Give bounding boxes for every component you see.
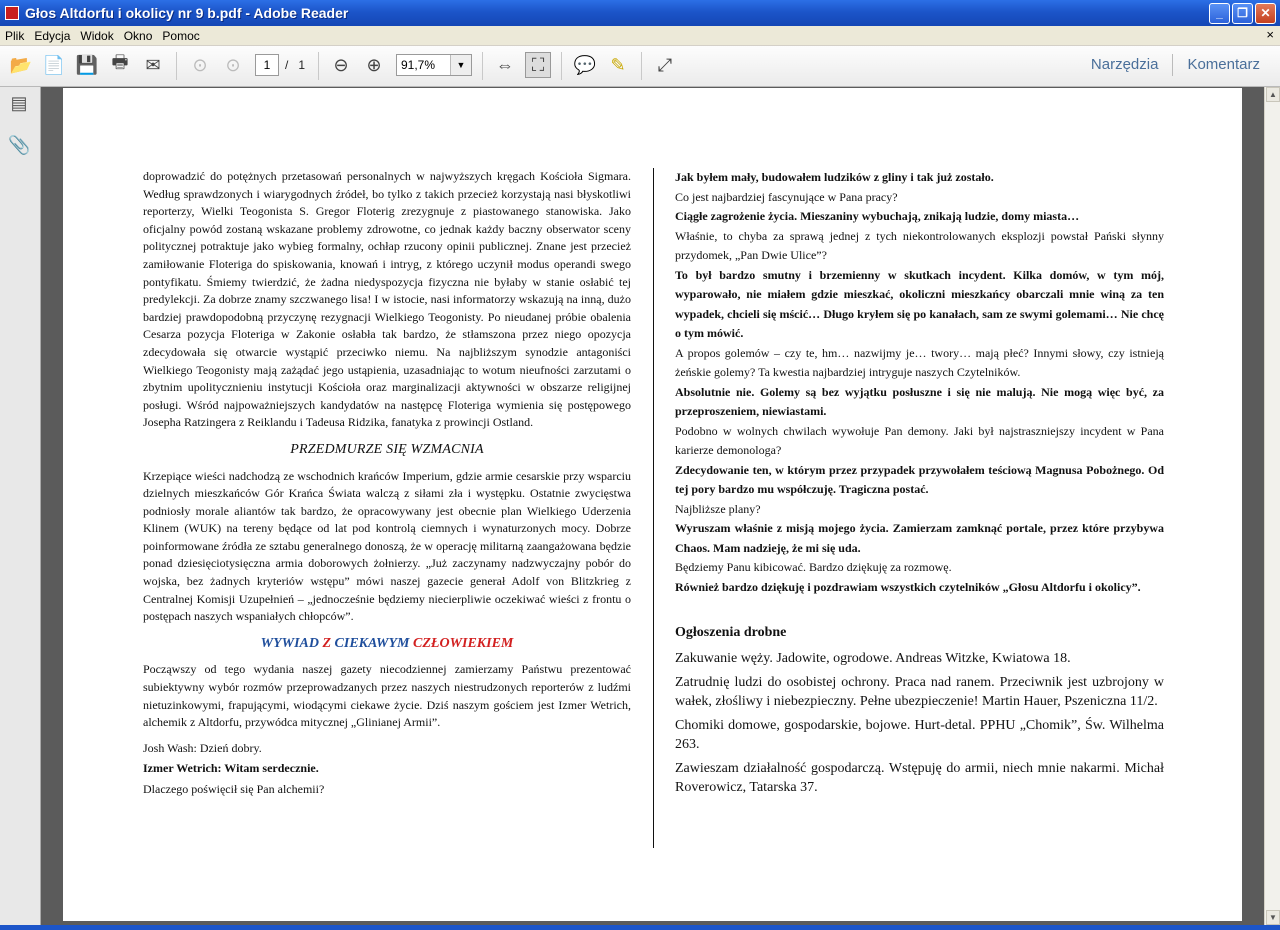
open-icon[interactable]: 📂	[9, 54, 33, 75]
fit-width-icon[interactable]: ⇔	[496, 54, 514, 75]
comment-link[interactable]: Komentarz	[1187, 56, 1260, 73]
vertical-scrollbar[interactable]	[1264, 87, 1280, 925]
menu-view[interactable]: Widok	[80, 28, 114, 43]
page-thumbnails-icon[interactable]: ▤	[10, 93, 28, 113]
classified-ad: Zakuwanie węży. Jadowite, ogrodowe. Andreas Witzke, Kwiatowa 18.	[675, 650, 1071, 666]
article-paragraph: Począwszy od tego wydania naszej gazety niecodziennej zamierzamy Państwu prezentować subiektywny wybór rozmów przeprowadzanych przez naszych niestrudzonych reporterów z ludźmi nietuzinkowymi, frapującymi, wiodącymi ciekawe życie. Dziś naszym gościem jest Izmer Wetrich, alchemik z Altdorfu, przywódca mitycznej „Glinianej Armii”.	[143, 662, 631, 730]
maximize-button[interactable]: ❐	[1232, 3, 1253, 24]
document-close-icon[interactable]: ×	[1266, 27, 1274, 42]
heading-word: WYWIAD	[260, 635, 319, 651]
interview-line: Jak byłem mały, budowałem ludzików z gliny i tak już zostało.	[675, 170, 994, 184]
fit-page-icon[interactable]: ⛶	[525, 52, 551, 78]
interview-line: Co jest najbardziej fascynujące w Pana pracy?	[675, 189, 898, 204]
interview-line: Będziemy Panu kibicować. Bardzo dziękuję za rozmowę.	[675, 560, 952, 574]
email-icon[interactable]: ✉	[145, 54, 161, 75]
classified-ad: Zatrudnię ludzi do osobistej ochrony. Praca nad ranem. Przeciwnik jest uzbrojony w wałek, złośliwy i niebezpieczny. Pełne ubezpieczenie! Martin Hauer, Pszeniczna 11/2.	[675, 675, 1164, 709]
page-total: 1	[298, 58, 306, 72]
interview-line: Również bardzo dziękuję i pozdrawiam wszystkich czytelników „Głosu Altdorfu i okolicy”.	[675, 579, 1141, 594]
menu-edit[interactable]: Edycja	[34, 28, 71, 43]
title-bar	[0, 0, 1280, 26]
print-icon[interactable]: 🖶	[111, 52, 129, 72]
toolbar-separator	[482, 52, 483, 80]
heading-word: CIEKAWYM	[334, 635, 410, 651]
attachments-icon[interactable]: 📎	[8, 135, 31, 155]
interview-line: Wyruszam właśnie z misją mojego życia. Zamierzam zamknąć portale, przez które przybywa Chaos. Mam nadzieję, że mi się uda.	[675, 521, 1164, 555]
create-pdf-icon[interactable]: 📄	[42, 54, 66, 75]
toolbar-separator	[318, 52, 319, 80]
previous-page-icon[interactable]: ⊙	[192, 54, 208, 75]
save-icon[interactable]: 💾	[75, 54, 99, 75]
links-separator	[1172, 54, 1173, 76]
toolbar-separator	[641, 52, 642, 80]
interview-line: Właśnie, to chyba za sprawą jednej z tych niekontrolowanych eksplozji powstał Pański słynny przydomek, „Pan Dwie Ulice”?	[675, 228, 1164, 262]
window-title: Głos Altdorfu i okolicy nr 9 b.pdf - Adobe Reader	[25, 5, 349, 21]
interview-line: Dlaczego poświęcił się Pan alchemii?	[143, 782, 325, 796]
page-count	[285, 58, 305, 72]
pdf-page	[63, 88, 1242, 921]
menu-file[interactable]: Plik	[5, 28, 25, 43]
interview-line: A propos golemów – czy te, hm… nazwijmy je… twory… mają płeć? Innymi słowy, czy istnieją żeńskie golemy? Ta kwestia najbardziej intryguje naszych Czytelników.	[675, 345, 1164, 379]
article-paragraph: Krzepiące wieści nadchodzą ze wschodnich krańców Imperium, gdzie armie cesarskie przy wsparciu dzielnych mieszkańców Gór Krańca Świata walczą z siłami zła i występku. Ostatnie zwycięstwa podniosły morale aliantów tak bardzo, że opracowywany jest obecnie plan Wielkiego Uderzenia Klinem (WUK) na tereny będące od lat pod kontrolą ciemnych i wynaturzonych mocy. Dobrze poinformowane źródła ze sztabu generalnego donoszą, że w operację militarną zaangażowana będzie ponad dziesięciotysięczna armia doborowych żołnierzy. „Już zaczynamy nadzwyczajny pobór do wojska, bez żadnych kryteriów wstępu” mówi naszej gazecie generał Adolf von Blitzkrieg z Centralnej Komisji Uzupełnień – „jednocześnie będziemy niecierpliwie oczekiwać wieści z frontu o postępach naszych wspaniałych chłopców”.	[143, 468, 631, 624]
interview-list	[675, 168, 1164, 597]
toolbar	[0, 46, 1280, 87]
toolbar-separator	[561, 52, 562, 80]
taskbar-edge	[0, 925, 1280, 930]
page-separator: /	[285, 58, 289, 72]
toolbar-separator	[176, 52, 177, 80]
highlight-text-icon[interactable]: ✎	[610, 54, 626, 75]
scroll-up-icon[interactable]: ▲	[1266, 87, 1280, 102]
article-heading: PRZEDMURZE SIĘ WZMACNIA	[290, 441, 484, 457]
adobe-reader-icon	[5, 6, 19, 20]
navigation-panel	[0, 87, 41, 925]
zoom-select[interactable]	[396, 54, 472, 76]
interview-line: Najbliższe plany?	[675, 501, 761, 516]
page-number-input[interactable]: 1	[255, 54, 279, 76]
interview-line: Zdecydowanie ten, w którym przez przypadek przywołałem teściową Magnusa Pobożnego. Od tej pory bardzo mu współczuję. Tragiczna postać.	[675, 462, 1164, 496]
article-paragraph: doprowadzić do potężnych przetasowań personalnych w najwyższych kręgach Kościoła Sigmara. Według sprawdzonych i wiarygodnych źródeł, bo tylko z takich przecież korzystają nasi błyskotliwi reporterzy, Wielki Teogonista S. Gregor Floterig zrezygnuje z piastowanego stanowiska. Jako oficjalny powód zostaną wskazane problemy zdrowotne, co jednak każdy baczny obserwator sceny politycznej potraktuje jako wybieg formalny, ochłap rzucony opinii publicznej. Znane jest przecież zamiłowanie Floteriga do spiskowania, knowań i intryg, z którego uczynił modus operandi swego pontyfikatu. Śmiemy twierdzić, że żadna niedyspozycja fizyczna nie byłaby w stanie osłabić tej predylekcji. Za dobrze znamy szczwanego lisa! I w istocie, nasi informatorzy wskazują na inną, dużo bardziej prawdopodobną przyczynę rezygnacji Wielkiego Teogonisty. Po nieudanej próbie obalenia Cesarza pozycja Floteriga w Zakonie osłabła tak bardzo, że stłamszona przez niego opozycja zdecydowała się otwarcie wystąpić przeciwko niemu. Na najbliższym synodzie antagoniści Wielkiego Teogonisty mają zażądać jego ustąpienia, uzasadniając to wotum nieufności zarzutami o zbytnim upolitycznieniu instytucji Kościoła oraz marginalizacji aktywności w obszarze religijnej posługi. Wśród najpoważniejszych kandydatów na następcę Floteriga wymienia się postępowego Josepha Ratzingera z Reiklandu i Tadeusa Ridzika, fanatyka z prowincji Ostland.	[143, 169, 631, 430]
interview-line: Josh Wash: Dzień dobry.	[143, 740, 262, 755]
interview-line: Ciągłe zagrożenie życia. Mieszaniny wybuchają, znikają ludzie, domy miasta…	[675, 209, 1080, 223]
sticky-note-icon[interactable]: 💬	[573, 54, 597, 75]
interview-heading	[143, 635, 631, 653]
heading-word: Z	[322, 635, 332, 651]
tools-link[interactable]: Narzędzia	[1090, 56, 1159, 73]
interview-line: Podobno w wolnych chwilach wywołuje Pan demony. Jaki był najstraszniejszy incydent w Pana karierze demonologa?	[675, 423, 1164, 457]
zoom-in-icon[interactable]: ⊕	[366, 54, 382, 75]
minimize-button[interactable]: _	[1209, 3, 1230, 24]
left-column	[143, 168, 631, 802]
column-divider	[653, 168, 654, 848]
close-button[interactable]: ✕	[1255, 3, 1276, 24]
right-column	[675, 168, 1164, 803]
scroll-down-icon[interactable]: ▼	[1266, 910, 1280, 925]
classified-ad: Chomiki domowe, gospodarskie, bojowe. Hurt-detal. PPHU „Chomik”, Św. Wilhelma 263.	[675, 718, 1164, 752]
heading-word: CZŁOWIEKIEM	[413, 635, 514, 651]
classified-ad: Zawieszam działalność gospodarczą. Wstępuję do armii, niech mnie nakarmi. Michał Roverowicz, Tatarska 37.	[675, 761, 1164, 795]
menu-bar	[0, 26, 1280, 46]
menu-help[interactable]: Pomoc	[162, 28, 200, 43]
next-page-icon[interactable]: ⊙	[225, 54, 241, 75]
interview-line: To był bardzo smutny i brzemienny w skutkach incydent. Kilka domów, w tym mój, wyparowało, nie miałem gdzie mieszkać, okoliczni mieszkańcy obarczali mnie winą za ten wypadek, chcieli się mścić… Długo kryłem się po kanałach, sam ze swymi golemami… Nie chcę o tym mówić.	[675, 267, 1164, 340]
zoom-value: 91,7%	[401, 58, 436, 72]
zoom-out-icon[interactable]: ⊖	[333, 54, 349, 75]
ads-heading: Ogłoszenia drobne	[675, 625, 787, 640]
ads-list	[675, 650, 1164, 798]
interview-line: Absolutnie nie. Golemy są bez wyjątku posłuszne i się nie malują. Nie mogą więc być, za przeproszeniem, niewiastami.	[675, 384, 1164, 418]
interview-line: Izmer Wetrich: Witam serdecznie.	[143, 761, 319, 776]
full-screen-icon[interactable]: ⤢	[657, 54, 673, 75]
right-panel-links	[1083, 56, 1268, 76]
menu-window[interactable]: Okno	[123, 28, 153, 43]
chevron-down-icon[interactable]: ▼	[450, 55, 471, 75]
